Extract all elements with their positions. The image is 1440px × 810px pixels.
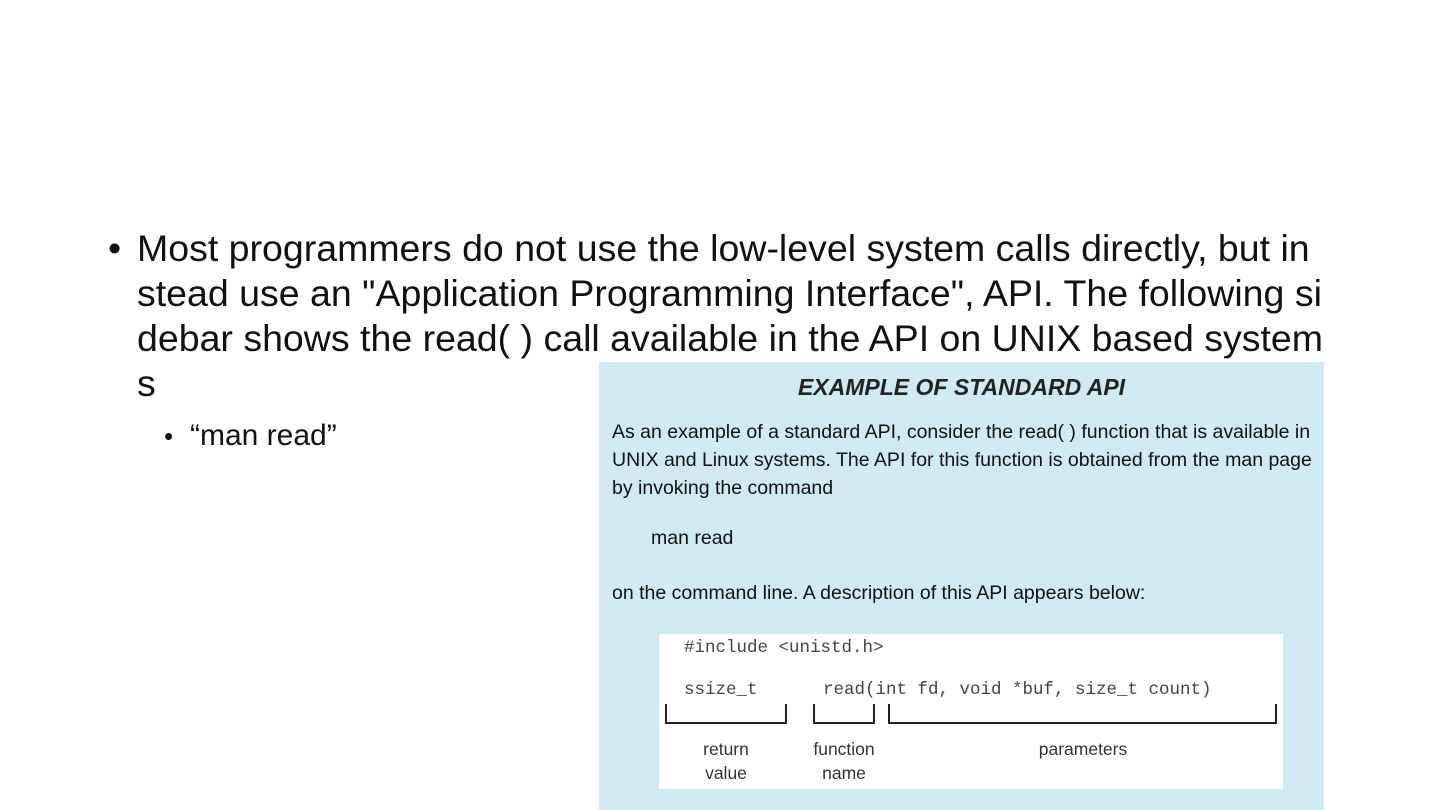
- code-box: [659, 634, 1283, 789]
- sub-bullet-marker: •: [164, 421, 174, 451]
- function-name-label: function name: [813, 739, 875, 783]
- api-sidebar-figure: [599, 362, 1324, 810]
- parameters-bracket: [888, 704, 1277, 724]
- sub-bullet-text: “man read”: [190, 419, 337, 452]
- sidebar-paragraph: As an example of a standard API, consider the read( ) function that is available in UNIX and Linux systems. The API for this function is obtained from the man page by invoking the command: [612, 421, 1312, 499]
- sidebar-title: EXAMPLE OF STANDARD API: [797, 374, 1126, 400]
- function-signature: read(int fd, void *buf, size_t count): [823, 680, 1212, 700]
- return-value-bracket: [665, 704, 787, 724]
- parameters-label: parameters: [1038, 739, 1128, 759]
- include-line: #include <unistd.h>: [684, 638, 884, 658]
- main-bullet-text: Most programmers do not use the low-level system calls directly, but instead use an "Application Programming Interface", API. The following sidebar shows the read( ) call available in the API on UNIX based systems: [137, 227, 1324, 404]
- sidebar-command: man read: [651, 527, 734, 549]
- sidebar-description: on the command line. A description of this API appears below:: [612, 582, 1146, 604]
- return-type: ssize_t: [684, 680, 758, 700]
- bullet-marker: •: [108, 227, 122, 269]
- function-name-bracket: [813, 704, 875, 724]
- return-value-label: return value: [703, 739, 749, 783]
